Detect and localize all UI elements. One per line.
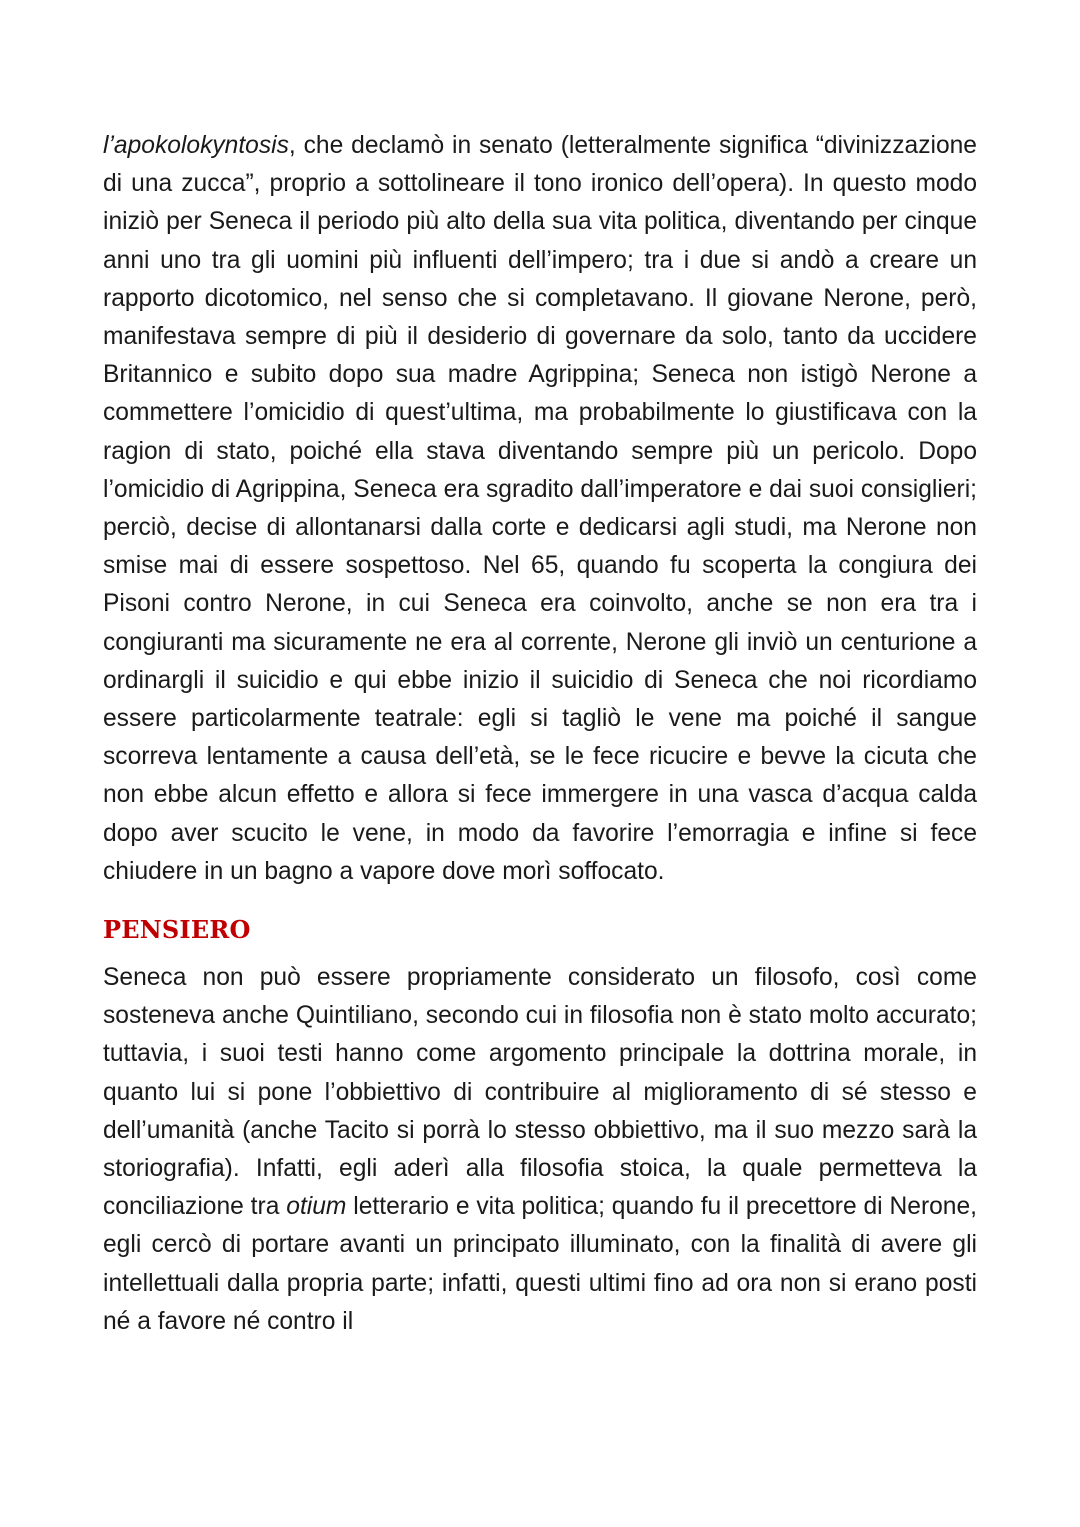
section-heading: PENSIERO (103, 915, 251, 945)
biography-paragraph (103, 127, 977, 891)
text-segment: , che declamò in senato (letteralmente significa “divinizzazione di una zucca”, proprio a sottolineare il tono ironico dell’opera). In questo modo iniziò per Seneca il periodo più alto della sua vita politica, diventando per cinque anni uno tra gli uomini più influenti dell’impero; tra i due si andò a creare un rapporto dicotomico, nel senso che si completavano. Il giovane Nerone, però, manifestava sempre di più il desiderio di governare da solo, tanto da uccidere Britannico e subito dopo sua madre Agrippina; Seneca non istigò Nerone a commettere l’omicidio di quest’ultima, ma probabilmente lo giustificava con la ragion di stato, poiché ella stava diventando sempre più un pericolo. Dopo l’omicidio di Agrippina, Seneca era sgradito dall’imperatore e dai suoi consiglieri; perciò, decise di allontanarsi dalla corte e dedicarsi agli studi, ma Nerone non smise mai di essere sospettoso. Nel 65, quando fu scoperta la congiura dei Pisoni contro Nerone, in cui Seneca era coinvolto, anche se non era tra i congiuranti ma sicuramente ne era al corrente, Nerone gli inviò un centurione a ordinargli il suicidio e qui ebbe inizio il suicidio di Seneca che noi ricordiamo essere particolarmente teatrale: egli si tagliò le vene ma poiché il sangue scorreva lentamente a causa dell’età, se le fece ricucire e bevve la cicuta che non ebbe alcun effetto e allora si fece immergere in una vasca d’acqua calda dopo aver scucito le vene, in modo da favorire l’emorragia e infine si fece chiudere in un bagno a vapore dove morì soffocato. (103, 132, 977, 885)
text-segment: l’apokolokyntosis (103, 132, 289, 159)
text-segment: Seneca non può essere propriamente considerato un filosofo, così come sosteneva anche Quintiliano, secondo cui in filosofia non è stato molto accurato; tuttavia, i suoi testi hanno come argomento principale la dottrina morale, in quanto lui si pone l’obbiettivo di contribuire al miglioramento di sé stesso e dell’umanità (anche Tacito si porrà lo stesso obbiettivo, ma il suo mezzo sarà la storiografia). Infatti, egli aderì alla filosofia stoica, la quale permetteva la conciliazione tra (103, 964, 977, 1221)
document-page (103, 127, 977, 1341)
text-segment: letterario e vita politica; quando fu il precettore di Nerone, egli cercò di portare avanti un principato illuminato, con la finalità di avere gli intellettuali dalla propria parte; infatti, questi ultimi fino ad ora non si erano posti né a favore né contro il (103, 1193, 977, 1335)
text-segment: otium (286, 1193, 347, 1221)
thought-paragraph (103, 959, 977, 1341)
